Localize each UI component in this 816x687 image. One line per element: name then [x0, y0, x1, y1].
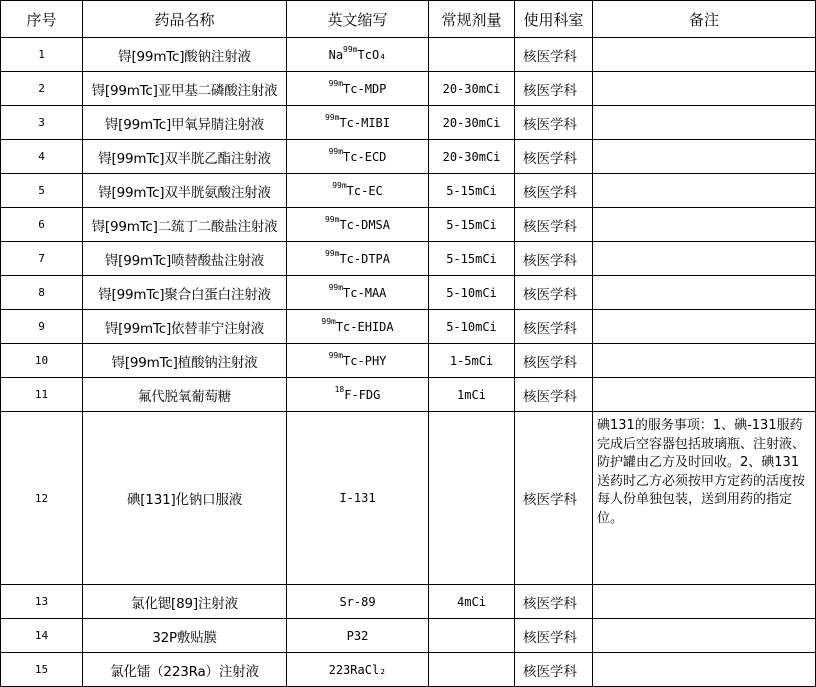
row-number: 12	[1, 412, 83, 585]
abbr-main: Tc-MIBI	[339, 115, 391, 130]
department: 核医学科	[515, 140, 593, 174]
remarks	[593, 106, 816, 140]
usual-dose: 5-15mCi	[429, 174, 515, 208]
remarks	[593, 344, 816, 378]
english-abbreviation	[287, 310, 429, 344]
english-abbreviation	[287, 619, 429, 653]
english-abbreviation	[287, 585, 429, 619]
english-abbreviation	[287, 242, 429, 276]
abbr-main: Tc-DTPA	[339, 251, 391, 266]
usual-dose: 5-10mCi	[429, 310, 515, 344]
abbr-main: Tc-EC	[346, 183, 383, 198]
abbr-main: Tc-DMSA	[339, 217, 391, 232]
table-row	[1, 72, 816, 106]
row-number: 14	[1, 619, 83, 653]
english-abbreviation	[287, 38, 429, 72]
remarks	[593, 619, 816, 653]
drug-name: 锝[99mTc]喷替酸盐注射液	[83, 242, 287, 276]
drug-name: 32P敷贴膜	[83, 619, 287, 653]
table-row	[1, 310, 816, 344]
usual-dose: 20-30mCi	[429, 72, 515, 106]
isotope-mass: 99m	[328, 282, 344, 292]
abbr-main: TcO₄	[357, 47, 387, 62]
isotope-mass: 99m	[321, 316, 336, 326]
isotope-mass: 99m	[328, 78, 344, 88]
remarks	[593, 38, 816, 72]
row-number: 3	[1, 106, 83, 140]
department: 核医学科	[515, 585, 593, 619]
usual-dose: 20-30mCi	[429, 140, 515, 174]
abbr-prefix: Na	[328, 47, 344, 62]
drug-name: 氟代脱氧葡萄糖	[83, 378, 287, 412]
header-name: 药品名称	[83, 1, 287, 38]
department: 核医学科	[515, 344, 593, 378]
row-number: 1	[1, 38, 83, 72]
header-dept: 使用科室	[515, 1, 593, 38]
english-abbreviation	[287, 140, 429, 174]
table-row	[1, 412, 816, 585]
department: 核医学科	[515, 310, 593, 344]
table-row	[1, 242, 816, 276]
english-abbreviation	[287, 106, 429, 140]
department: 核医学科	[515, 174, 593, 208]
usual-dose: 5-15mCi	[429, 208, 515, 242]
isotope-mass: 18	[334, 384, 345, 394]
header-row	[1, 1, 816, 38]
row-number: 4	[1, 140, 83, 174]
remarks	[593, 276, 816, 310]
drug-name: 锝[99mTc]依替菲宁注射液	[83, 310, 287, 344]
header-note: 备注	[593, 1, 816, 38]
isotope-mass: 99m	[343, 44, 358, 54]
row-number: 6	[1, 208, 83, 242]
department: 核医学科	[515, 619, 593, 653]
isotope-mass: 99m	[328, 350, 344, 360]
department: 核医学科	[515, 72, 593, 106]
abbr-main: 223RaCl₂	[328, 662, 387, 677]
drug-name: 锝[99mTc]酸钠注射液	[83, 38, 287, 72]
drug-name: 锝[99mTc]双半胱乙酯注射液	[83, 140, 287, 174]
row-number: 2	[1, 72, 83, 106]
english-abbreviation	[287, 344, 429, 378]
english-abbreviation	[287, 378, 429, 412]
table-row	[1, 276, 816, 310]
table-row	[1, 140, 816, 174]
drug-name: 锝[99mTc]亚甲基二磷酸注射液	[83, 72, 287, 106]
department: 核医学科	[515, 208, 593, 242]
header-abbr: 英文缩写	[287, 1, 429, 38]
abbr-main: Tc-PHY	[343, 353, 387, 368]
isotope-mass: 99m	[324, 214, 340, 224]
english-abbreviation	[287, 276, 429, 310]
department: 核医学科	[515, 38, 593, 72]
row-number: 5	[1, 174, 83, 208]
remarks	[593, 174, 816, 208]
remarks: 碘131的服务事项：1、碘-131服药完成后空容器包括玻璃瓶、注射液、防护罐由乙方及时回收。2、碘131送药时乙方必须按甲方定药的活度按每人份单独包装，送到用药的指定位。	[593, 412, 816, 585]
usual-dose	[429, 653, 515, 687]
english-abbreviation	[287, 412, 429, 585]
table-row	[1, 38, 816, 72]
table-row	[1, 585, 816, 619]
abbr-main: Tc-MAA	[343, 285, 387, 300]
remarks	[593, 242, 816, 276]
table-row	[1, 208, 816, 242]
table-row	[1, 653, 816, 687]
usual-dose: 1-5mCi	[429, 344, 515, 378]
usual-dose: 20-30mCi	[429, 106, 515, 140]
usual-dose	[429, 38, 515, 72]
remarks	[593, 140, 816, 174]
usual-dose: 5-15mCi	[429, 242, 515, 276]
remarks	[593, 310, 816, 344]
remarks	[593, 585, 816, 619]
english-abbreviation	[287, 653, 429, 687]
remarks	[593, 72, 816, 106]
drug-name: 锝[99mTc]甲氧异腈注射液	[83, 106, 287, 140]
table-row	[1, 619, 816, 653]
row-number: 13	[1, 585, 83, 619]
row-number: 11	[1, 378, 83, 412]
drug-name: 锝[99mTc]二巯丁二酸盐注射液	[83, 208, 287, 242]
usual-dose: 1mCi	[429, 378, 515, 412]
row-number: 9	[1, 310, 83, 344]
abbr-main: Sr-89	[339, 594, 376, 609]
drug-name: 锝[99mTc]植酸钠注射液	[83, 344, 287, 378]
row-number: 8	[1, 276, 83, 310]
abbr-main: Tc-EHIDA	[335, 319, 394, 334]
remarks	[593, 208, 816, 242]
isotope-mass: 99m	[332, 180, 347, 190]
table-body	[1, 38, 816, 687]
row-number: 7	[1, 242, 83, 276]
table-row	[1, 378, 816, 412]
usual-dose: 5-10mCi	[429, 276, 515, 310]
drug-name: 氯化锶[89]注射液	[83, 585, 287, 619]
table-row	[1, 344, 816, 378]
remarks	[593, 378, 816, 412]
table-row	[1, 106, 816, 140]
row-number: 15	[1, 653, 83, 687]
english-abbreviation	[287, 208, 429, 242]
remarks	[593, 653, 816, 687]
header-no: 序号	[1, 1, 83, 38]
english-abbreviation	[287, 72, 429, 106]
department: 核医学科	[515, 276, 593, 310]
drug-name: 锝[99mTc]双半胱氨酸注射液	[83, 174, 287, 208]
drug-name: 碘[131]化钠口服液	[83, 412, 287, 585]
row-number: 10	[1, 344, 83, 378]
drug-name: 氯化镭（223Ra）注射液	[83, 653, 287, 687]
department: 核医学科	[515, 378, 593, 412]
abbr-main: F-FDG	[344, 387, 381, 402]
abbr-main: Tc-ECD	[343, 149, 387, 164]
english-abbreviation	[287, 174, 429, 208]
department: 核医学科	[515, 242, 593, 276]
department: 核医学科	[515, 412, 593, 585]
isotope-mass: 99m	[324, 112, 340, 122]
abbr-main: Tc-MDP	[343, 81, 387, 96]
usual-dose: 4mCi	[429, 585, 515, 619]
department: 核医学科	[515, 653, 593, 687]
isotope-mass: 99m	[328, 146, 344, 156]
header-dose: 常规剂量	[429, 1, 515, 38]
abbr-main: P32	[346, 628, 369, 643]
table-row	[1, 174, 816, 208]
abbr-main: I-131	[339, 491, 376, 505]
department: 核医学科	[515, 106, 593, 140]
usual-dose	[429, 619, 515, 653]
isotope-mass: 99m	[324, 248, 340, 258]
drug-name: 锝[99mTc]聚合白蛋白注射液	[83, 276, 287, 310]
usual-dose	[429, 412, 515, 585]
